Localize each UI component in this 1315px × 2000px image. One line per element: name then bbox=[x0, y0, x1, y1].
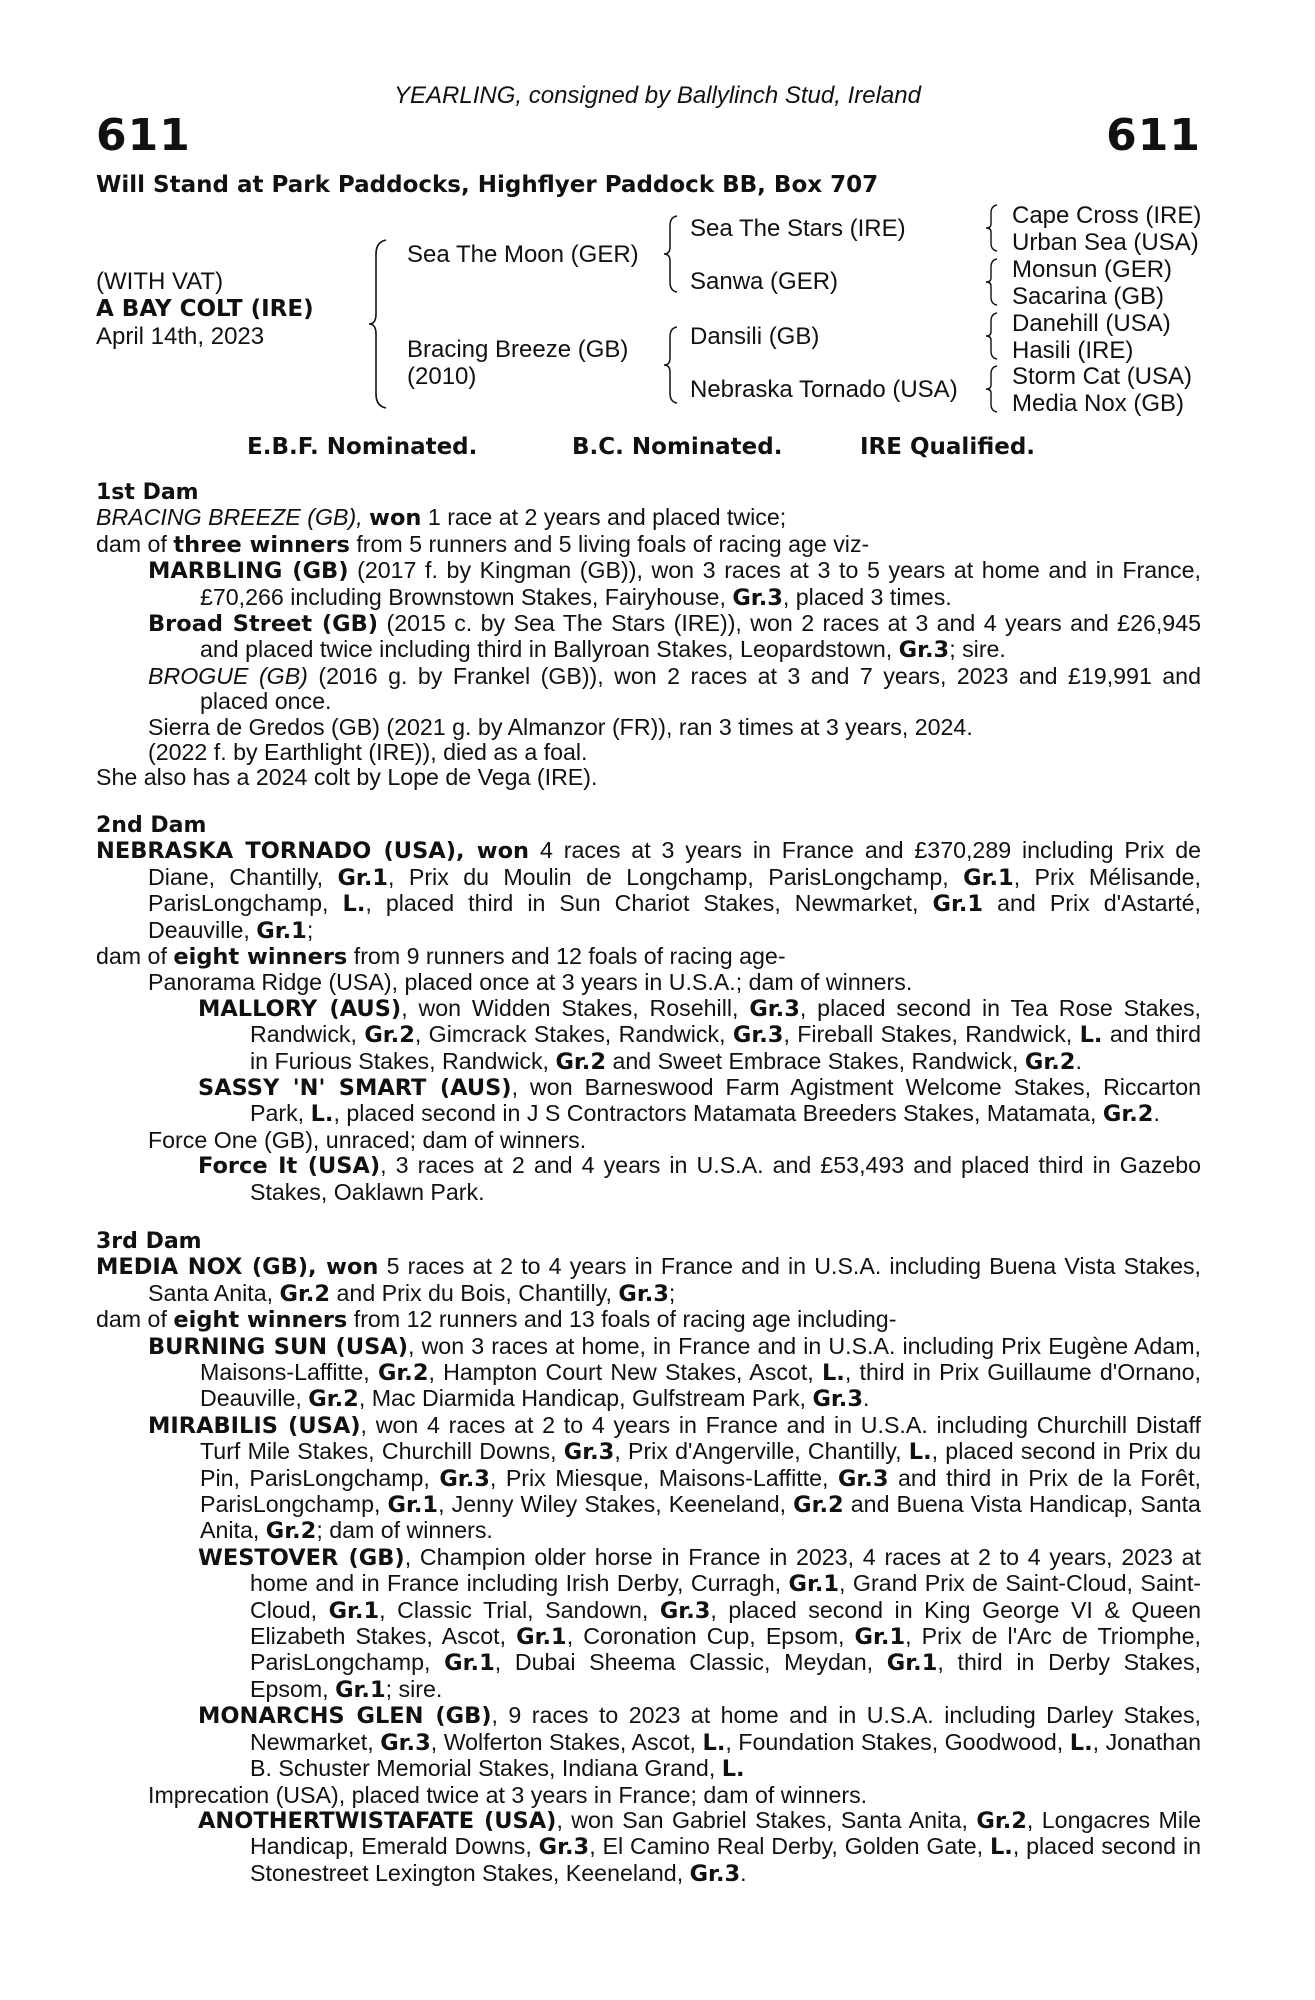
produce-item: BURNING SUN (USA), won 3 races at home, in France and in U.S.A. including Prix Eugène Adam, Maisons-Laffitte, Gr.2, Hampton Court New Stakes, Ascot, L., third in Prix Guillaume d'Ornano, Deauville, Gr.2, Mac Diarmida Handicap, Gulfstream Park, Gr.3. bbox=[148, 1332, 1201, 1413]
produce-item: Imprecation (USA), placed twice at 3 years in France; dam of winners. bbox=[148, 1781, 868, 1808]
grand-produce-item: Force It (USA), 3 races at 2 and 4 years in U.S.A. and £53,493 and placed third in Gazebo Stakes, Oaklawn Park. bbox=[198, 1152, 1202, 1205]
dam-year: (2010) bbox=[407, 363, 477, 390]
grand-produce-item: WESTOVER (GB), Champion older horse in France in 2023, 4 races at 2 to 4 years, 2023 at home and in France including Irish Derby, Curragh, Gr.1, Grand Prix de Saint-Cloud, Saint-Cloud, Gr.1, Classic Trial, Sandown, Gr.3, placed second in King George VI & Queen Elizabeth Stakes, Ascot, Gr.1, Coronation Cup, Epsom, Gr.1, Prix de l'Arc de Triomphe, ParisLongchamp, Gr.1, Dubai Sheema Classic, Meydan, Gr.1, third in Derby Stakes, Epsom, Gr.1; sire. bbox=[198, 1543, 1202, 1703]
produce-item: Force One (GB), unraced; dam of winners. bbox=[148, 1126, 587, 1153]
ancestor-4: Sacarina (GB) bbox=[1012, 283, 1165, 310]
grandsire-dam: Dansili (GB) bbox=[690, 323, 820, 350]
pedigree-brace-g3-3 bbox=[984, 311, 1000, 361]
dam2-summary: NEBRASKA TORNADO (USA), won 4 races at 3 years in France and £370,289 including Prix de Diane, Chantilly, Gr.1, Prix du Moulin de Longchamp, ParisLongchamp, Gr.1, Prix Mélisande, ParisLongchamp, L., placed third in Sun Chariot Stakes, Newmarket, Gr.1 and Prix d'Astarté, Deauville, Gr.1; bbox=[96, 837, 1201, 944]
dam1-produce-summary: dam of three winners from 5 runners and 5 living foals of racing age viz- bbox=[96, 530, 870, 558]
lot-number-left: 611 bbox=[96, 110, 191, 161]
ire-qualification: IRE Qualified. bbox=[860, 434, 1036, 460]
granddam-sire: Sanwa (GER) bbox=[690, 268, 839, 295]
granddam-dam: Nebraska Tornado (USA) bbox=[690, 376, 958, 403]
ebf-nomination: E.B.F. Nominated. bbox=[247, 434, 478, 460]
sire-name: Sea The Moon (GER) bbox=[407, 241, 639, 268]
dam-name: Bracing Breeze (GB) bbox=[407, 336, 629, 363]
horse-name: A BAY COLT (IRE) bbox=[96, 296, 314, 322]
dam3-summary: MEDIA NOX (GB), won 5 races at 2 to 4 years in France and in U.S.A. including Buena Vista Stakes, Santa Anita, Gr.2 and Prix du Bois, Chantilly, Gr.3; bbox=[96, 1253, 1201, 1307]
vat-note: (WITH VAT) bbox=[96, 268, 224, 295]
foaling-date: April 14th, 2023 bbox=[96, 323, 265, 350]
catalogue-body bbox=[96, 480, 1201, 1887]
pedigree-brace-g3-1 bbox=[984, 203, 1000, 253]
produce-item: Panorama Ridge (USA), placed once at 3 years in U.S.A.; dam of winners. bbox=[148, 969, 913, 996]
produce-item: MARBLING (GB) (2017 f. by Kingman (GB)), won 3 races at 3 to 5 years at home and in France, £70,266 including Brownstown Stakes, Fairyhouse, Gr.3, placed 3 times. bbox=[148, 557, 1201, 611]
produce-item: Broad Street (GB) (2015 c. by Sea The Stars (IRE)), won 2 races at 3 and 4 years and £26,945 and placed twice including third in Ballyroan Stakes, Leopardstown, Gr.3; sire. bbox=[148, 610, 1201, 664]
ancestor-2: Urban Sea (USA) bbox=[1012, 229, 1199, 256]
section-title-1st-dam: 1st Dam bbox=[96, 480, 199, 505]
grandsire-sire: Sea The Stars (IRE) bbox=[690, 215, 906, 242]
produce-item: MIRABILIS (USA), won 4 races at 2 to 4 years in France and in U.S.A. including Churchill Distaff Turf Mile Stakes, Churchill Downs, Gr.3, Prix d'Angerville, Chantilly, L., placed second in Prix du Pin, ParisLongchamp, Gr.3, Prix Miesque, Maisons-Laffitte, Gr.3 and third in Prix de la Forêt, ParisLongchamp, Gr.1, Jenny Wiley Stakes, Keeneland, Gr.2 and Buena Vista Handicap, Santa Anita, Gr.2; dam of winners. bbox=[148, 1411, 1202, 1545]
pedigree-brace-dam bbox=[662, 325, 680, 405]
lot-number-right: 611 bbox=[1106, 110, 1201, 161]
dam2-produce-summary: dam of eight winners from 9 runners and 12 foals of racing age- bbox=[96, 942, 786, 970]
ancestor-1: Cape Cross (IRE) bbox=[1012, 202, 1202, 229]
grand-produce-item: MONARCHS GLEN (GB), 9 races to 2023 at home and in U.S.A. including Darley Stakes, Newmarket, Gr.3, Wolferton Stakes, Ascot, L., Foundation Stakes, Goodwood, L., Jonathan B. Schuster Memorial Stakes, Indiana Grand, L. bbox=[198, 1702, 1201, 1783]
pedigree-brace-sire bbox=[662, 214, 680, 294]
dam1-summary: BRACING BREEZE (GB), won 1 race at 2 years and placed twice; bbox=[96, 504, 787, 532]
ancestor-3: Monsun (GER) bbox=[1012, 256, 1173, 283]
pedigree-brace-g3-4 bbox=[984, 364, 1000, 414]
section-title-2nd-dam: 2nd Dam bbox=[96, 812, 207, 838]
ancestor-6: Hasili (IRE) bbox=[1012, 337, 1134, 364]
section-title-3rd-dam: 3rd Dam bbox=[96, 1228, 202, 1254]
grand-produce-item: MALLORY (AUS), won Widden Stakes, Rosehill, Gr.3, placed second in Tea Rose Stakes, Randwick, Gr.2, Gimcrack Stakes, Randwick, Gr.3, Fireball Stakes, Randwick, L. and third in Furious Stakes, Randwick, Gr.2 and Sweet Embrace Stakes, Randwick, Gr.2. bbox=[198, 994, 1202, 1075]
produce-item: Sierra de Gredos (GB) (2021 g. by Almanzor (FR)), ran 3 times at 3 years, 2024. bbox=[148, 713, 973, 740]
ancestor-8: Media Nox (GB) bbox=[1012, 390, 1185, 417]
dam3-produce-summary: dam of eight winners from 12 runners and 13 foals of racing age including- bbox=[96, 1306, 897, 1334]
produce-note: She also has a 2024 colt by Lope de Vega (IRE). bbox=[96, 764, 598, 791]
grand-produce-item: SASSY 'N' SMART (AUS), won Barneswood Farm Agistment Welcome Stakes, Riccarton Park, L., placed second in J S Contractors Matamata Breeders Stakes, Matamata, Gr.2. bbox=[198, 1073, 1201, 1128]
produce-item: BROGUE (GB) (2016 g. by Frankel (GB)), won 2 races at 3 and 7 years, 2023 and £19,991 and placed once. bbox=[148, 662, 1201, 715]
grand-produce-item: ANOTHERTWISTAFATE (USA), won San Gabriel Stakes, Santa Anita, Gr.2, Longacres Mile Handicap, Emerald Downs, Gr.3, El Camino Real Derby, Golden Gate, L., placed second in Stonestreet Lexington Stakes, Keeneland, Gr.3. bbox=[198, 1806, 1202, 1887]
stand-location: Will Stand at Park Paddocks, Highflyer Paddock BB, Box 707 bbox=[96, 172, 879, 198]
pedigree-brace-main bbox=[366, 238, 390, 410]
bc-nomination: B.C. Nominated. bbox=[572, 434, 783, 460]
produce-item: (2022 f. by Earthlight (IRE)), died as a foal. bbox=[148, 739, 588, 766]
pedigree-brace-g3-2 bbox=[984, 257, 1000, 307]
ancestor-7: Storm Cat (USA) bbox=[1012, 363, 1193, 390]
lot-header: YEARLING, consigned by Ballylinch Stud, Ireland bbox=[394, 82, 921, 109]
ancestor-5: Danehill (USA) bbox=[1012, 310, 1171, 337]
